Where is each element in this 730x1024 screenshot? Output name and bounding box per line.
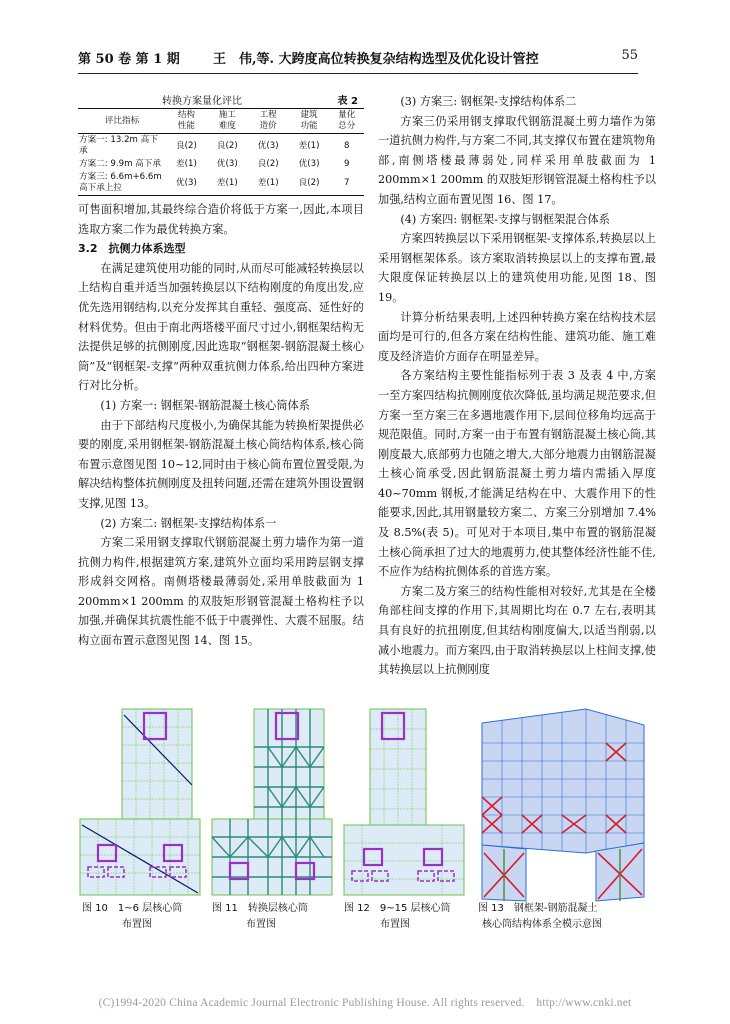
floor-plan-figure-11	[210, 707, 336, 899]
header-cell: 评比指标	[78, 109, 166, 134]
figure-number: 图 11	[212, 903, 238, 914]
figure-title: 1~6 层核心筒	[117, 903, 183, 914]
figure-title: 转换层核心筒	[247, 903, 308, 914]
paragraph: 各方案结构主要性能指标列于表 3 及表 4 中,方案一至方案四结构抗侧刚度依次降低,虽均满足规范要求,但方案一至方案三在多遇地震作用下,层间位移角均远高于规范限值。同时,方案一由于布置有钢筋混凝土核心筒,其刚度最大,底部剪力也随之增大,大部分地震力由钢筋混凝土核心筒承受,因此钢筋混凝土剪力墙内需插入厚度 40~70mm 钢板,才能满足结构在中、大震作用下的性能要求,因此,其用钢量较方案二、方案三分别增加 7.4%及 8.5%(表 5)。可见对于本项目,集中布置的钢筋混凝土核心筒承担了过大的地震剪力,使其整体经济性能不佳,不应作为结构抗侧体系的首选方案。	[378, 369, 656, 579]
floor-plan-figure-12	[342, 707, 468, 899]
figure-caption-11	[212, 901, 308, 933]
copyright-footer: (C)1994-2020 China Academic Journal Electronic Publishing House. All rights reserved. http://www.cnki.net	[98, 997, 632, 1009]
subsection-heading: (3) 方案三: 钢框架-支撑结构体系二	[400, 95, 577, 108]
paragraph: 方案二采用钢支撑取代钢筋混凝土剪力墙作为第一道抗侧力构件,根据建筑方案,建筑外立面均采用跨层钢支撑形成斜交网格。南侧塔楼最薄弱处,采用单肢截面为 1 200mm×1 200mm 的双肢矩形钢管混凝土格构柱予以加强,并确保其抗震性能不低于中震弹性、大震不屈服。结构立面布置示意图见图 14、图 15。	[78, 536, 364, 648]
subsection-heading: (2) 方案二: 钢框架-支撑结构体系一	[100, 516, 277, 530]
table-row	[78, 134, 364, 159]
table-cell: 差(1)	[176, 159, 197, 169]
table-cell: 差(1)	[207, 171, 248, 196]
figure-title-cont: 布置图	[246, 919, 276, 930]
subsection-heading: (1) 方案一: 钢框架-钢筋混凝土核心筒体系	[100, 398, 310, 412]
figure-number: 图 10	[82, 903, 108, 914]
page-number: 55	[621, 48, 638, 63]
table-cell: 优(3)	[216, 159, 238, 169]
table-row	[78, 158, 364, 171]
subsection-heading: (4) 方案四: 钢框架-支撑与钢框架混合体系	[400, 212, 610, 226]
table-cell: 良(2)	[176, 140, 197, 151]
paragraph: 可售面积增加,其最终综合造价将低于方案一,因此,本项目选取方案二作为最优转换方案。	[78, 203, 364, 236]
figure-caption-12	[344, 901, 451, 933]
figure-title: 钢框架-钢筋混凝土	[513, 903, 598, 914]
figure-title: 9~15 层核心筒	[379, 903, 451, 914]
table-cell: 方案一: 13.2m 高下承	[79, 135, 158, 156]
table-cell: 8	[344, 140, 350, 151]
paragraph: 方案四转换层以下采用钢框架-支撑体系,转换层以上采用钢框架体系。该方案取消转换层以上的支撑布置,最大限度保证转换层以上的建筑使用功能,见图 18、图 19。	[378, 232, 656, 304]
table-cell: 良(2)	[257, 159, 279, 169]
floor-plan-figure-10	[78, 707, 204, 899]
table-title: 转换方案量化评比	[162, 96, 242, 107]
header-rule	[78, 73, 638, 74]
table-cell: 9	[344, 159, 350, 169]
figure-number: 图 12	[344, 903, 370, 914]
table-cell: 良(2)	[289, 171, 330, 196]
table-cell: 差(1)	[298, 140, 320, 151]
table-cell: 7	[330, 171, 365, 196]
figure-title-cont: 布置图	[380, 919, 410, 930]
paragraph: 计算分析结果表明,上述四种转换方案在结构技术层面均是可行的,但各方案在结构性能、建筑功能、施工难度及经济造价方面存在明显差异。	[378, 310, 656, 363]
figure-caption-10	[82, 901, 182, 933]
table-cell: 方案二: 9.9m 高下承	[79, 159, 161, 169]
table-cell: 优(3)	[257, 140, 279, 151]
table-cell: 差(1)	[248, 171, 289, 196]
table-row	[78, 171, 364, 196]
table-number: 表 2	[337, 96, 358, 107]
running-header	[78, 48, 638, 72]
header-cell: 结构 性能	[166, 109, 207, 134]
header-cell: 工程 造价	[248, 109, 289, 134]
journal-volume: 第 50 卷 第 1 期	[78, 52, 180, 67]
table-caption	[78, 92, 364, 108]
table-cell: 优(3)	[298, 159, 320, 169]
comparison-table	[78, 108, 364, 196]
table-cell: 良(2)	[216, 140, 238, 151]
figure-row	[78, 707, 658, 937]
figure-title-cont: 核心筒结构体系全模示意图	[482, 919, 602, 930]
figure-number: 图 13	[478, 903, 504, 914]
section-heading: 3.2 抗侧力体系选型	[78, 242, 186, 256]
paragraph: 方案二及方案三的结构性能相对较好,尤其是在全楼角部柱间支撑的作用下,其周期比均在 0.7 左右,表明其具有良好的抗扭刚度,但其结构刚度偏大,以适当削弱,以减小地震力。而方案四,由于取消转换层以上柱间支撑,使其转换层以上抗侧刚度	[378, 584, 656, 677]
table-cell: 方案三: 6.6m+6.6m 高下承上拉	[78, 171, 166, 196]
header-cell: 建筑 功能	[289, 109, 330, 134]
paragraph: 方案三仍采用钢支撑取代钢筋混凝土剪力墙作为第一道抗侧力构件,与方案二不同,其支撑仅布置在建筑物角部,南侧塔楼最薄弱处,同样采用单肢截面为 1 200mm×1 200mm 的双肢矩形钢管混凝土格构柱予以加强,结构立面布置见图 16、图 17。	[378, 114, 656, 206]
left-column	[78, 92, 364, 651]
structure-model-figure-13	[466, 703, 650, 903]
table-cell: 优(3)	[166, 171, 207, 196]
right-column	[378, 92, 656, 680]
paragraph: 由于下部结构尺度极小,为确保其能为转换桁架提供必要的刚度,采用钢框架-钢筋混凝土核心筒结构体系,核心筒布置示意图见图 10~12,同时由于核心筒布置位置受限,为解决结构整体抗侧刚度及扭转问题,还需在建筑外围设置钢支撑,见图 13。	[78, 418, 364, 510]
paragraph: 在满足建筑使用功能的同时,从而尽可能减轻转换层以上结构自重并适当加强转换层以下结构刚度的角度出发,应优先选用钢结构,以充分发挥其自重轻、强度高、延性好的材料优势。但由于南北两塔楼平面尺寸过小,钢框架结构无法提供足够的抗侧刚度,因此选取“钢框架-钢筋混凝土核心筒”及“钢框架-支撑”两种双重抗侧力体系,给出四种方案进行对比分析。	[78, 261, 364, 393]
header-cell: 量化 总分	[330, 109, 365, 134]
figure-caption-13	[478, 901, 602, 933]
figure-title-cont: 布置图	[122, 919, 152, 930]
article-title: 王 伟,等. 大跨度高位转换复杂结构选型及优化设计管控	[213, 52, 539, 67]
header-cell: 施工 难度	[207, 109, 248, 134]
